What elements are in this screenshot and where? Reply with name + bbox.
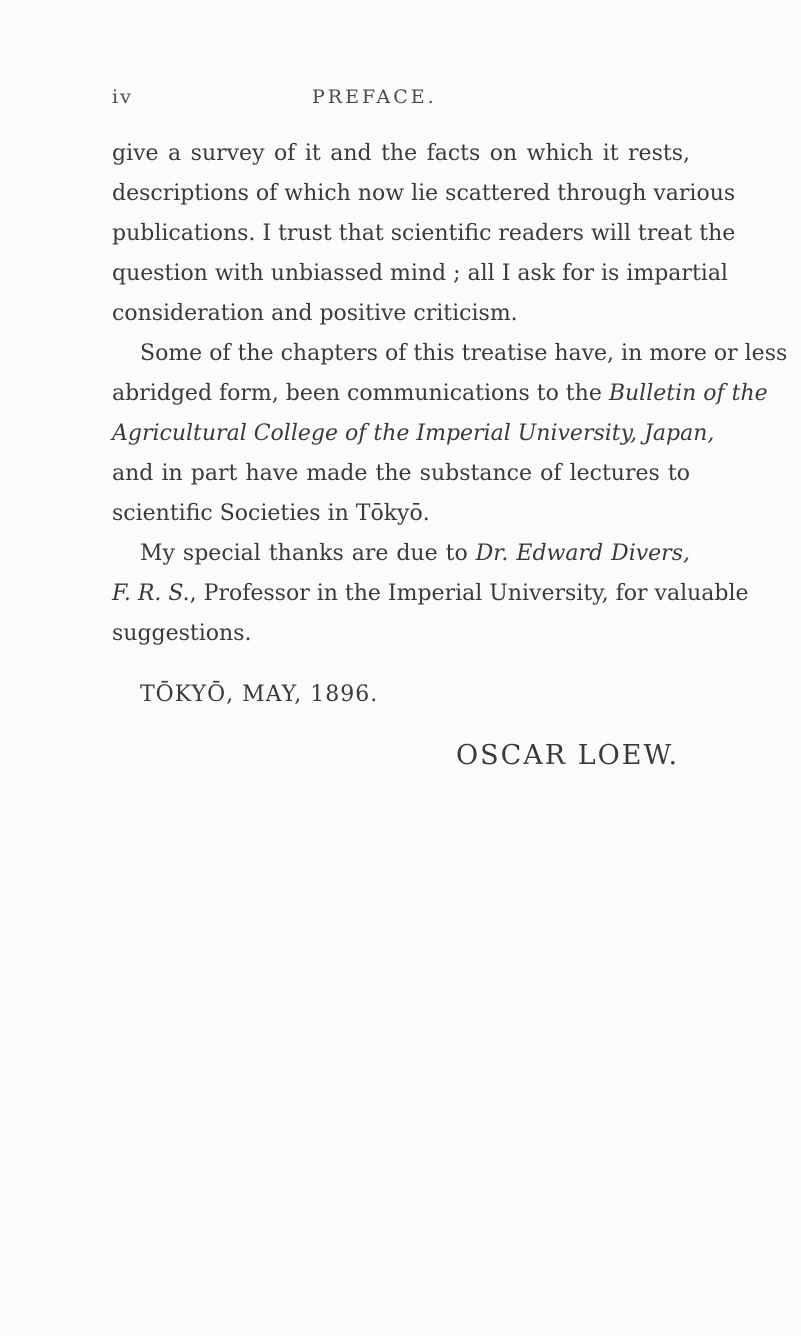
text-line <box>112 374 768 414</box>
running-head: PREFACE. <box>312 86 437 108</box>
text-span: abridged form, been communications to the <box>112 381 609 406</box>
preface-body <box>112 134 788 654</box>
bulletin-title-start: Bulletin of the <box>608 381 768 406</box>
page-header <box>112 86 692 116</box>
text-line: descriptions of which now lie scattered through various <box>112 181 736 206</box>
text-line: scientific Societies in Tōkyō. <box>112 501 430 526</box>
text-line: question with unbiassed mind ; all I ask for is impartial <box>112 261 728 286</box>
person-credential: F. R. S. <box>112 581 190 606</box>
person-name: Dr. Edward Divers, <box>475 541 690 566</box>
text-line: and in part have made the substance of lectures to <box>112 461 690 486</box>
text-span: , Professor in the Imperial University, for valuable <box>189 581 749 606</box>
text-line: suggestions. <box>112 621 252 646</box>
text-line <box>112 574 749 614</box>
text-line: publications. I trust that scientific readers will treat the <box>112 221 736 246</box>
author-signature: OSCAR LOEW. <box>456 740 680 771</box>
text-line: consideration and positive criticism. <box>112 301 518 326</box>
dateline: TŌKYŌ, MAY, 1896. <box>140 682 379 707</box>
text-line: give a survey of it and the facts on which it rests, <box>112 141 690 166</box>
bulletin-title-end: Agricultural College of the Imperial University, Japan, <box>112 421 715 446</box>
page-number: iv <box>112 86 133 108</box>
text-line <box>112 534 690 574</box>
text-span: My special thanks are due to <box>140 541 476 566</box>
text-line: Some of the chapters of this treatise have, in more or less <box>140 341 788 366</box>
